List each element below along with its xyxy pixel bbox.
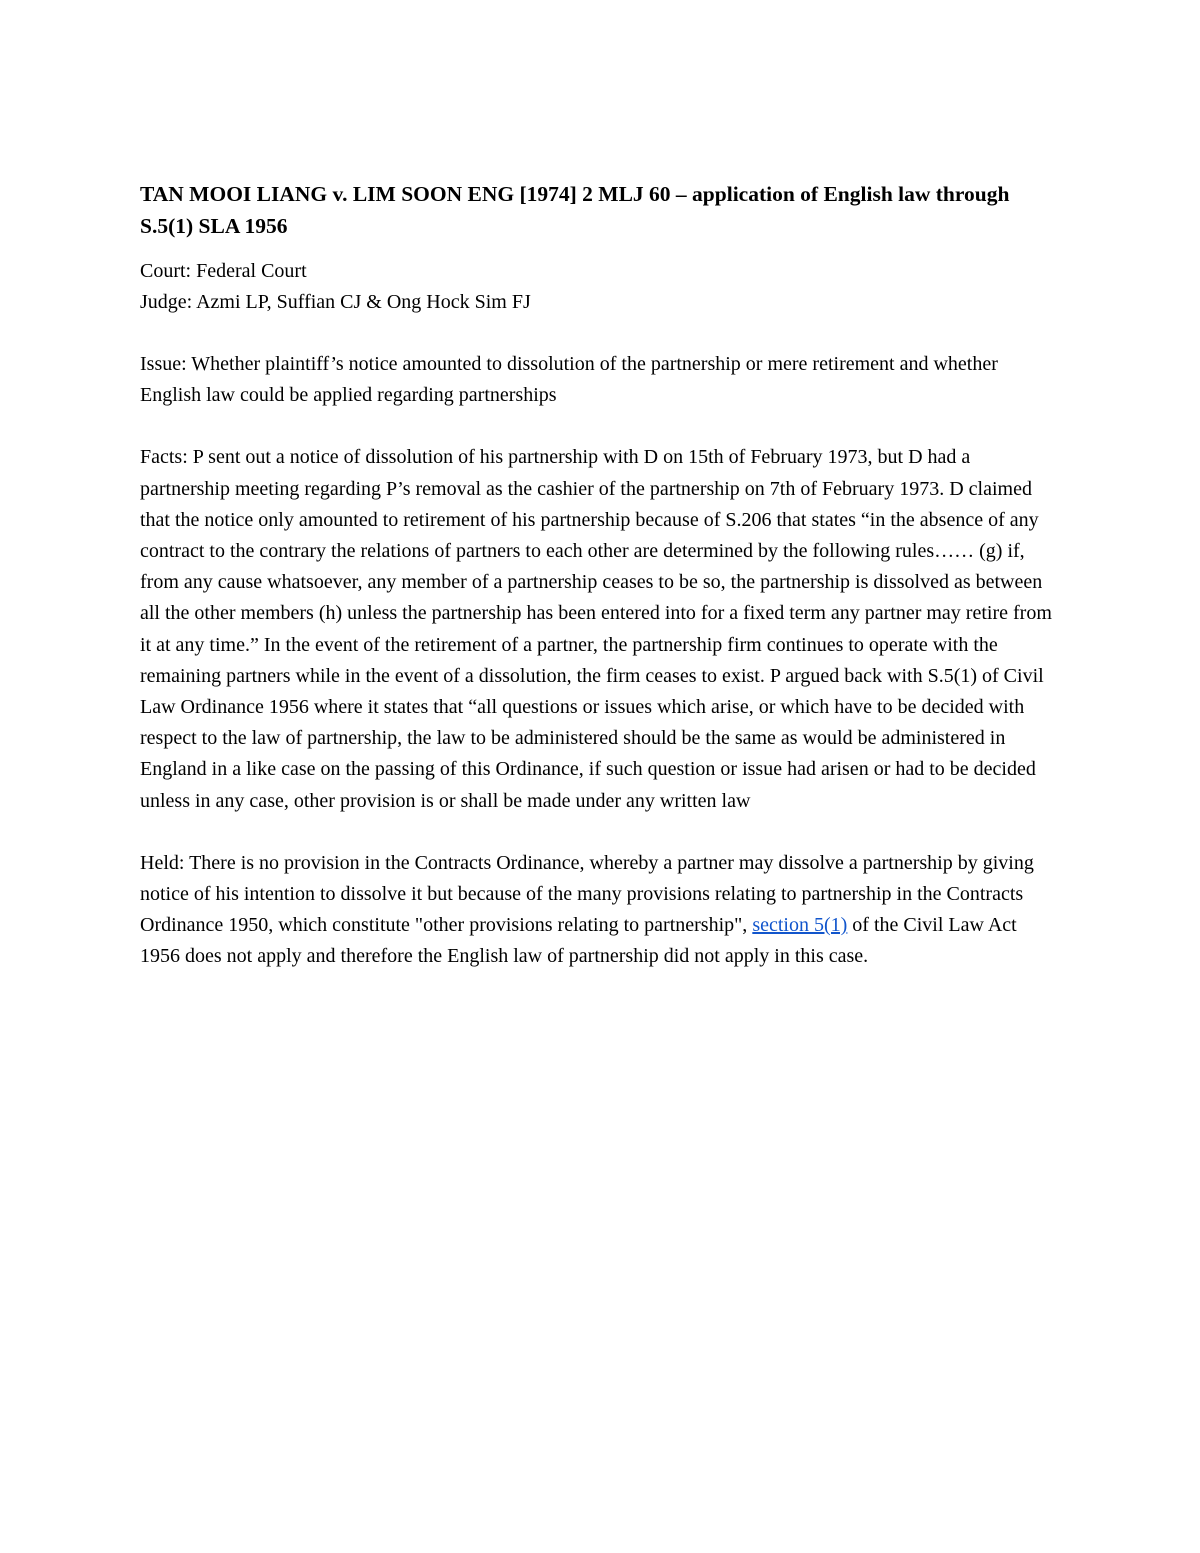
case-title: TAN MOOI LIANG v. LIM SOON ENG [1974] 2 MLJ 60 – application of English law through S.5(1) SLA 1956 (140, 182, 1010, 238)
held-paragraph (140, 848, 1060, 973)
document-page (140, 178, 1060, 973)
held-text-before-link: Held: There is no provision in the Contracts Ordinance, whereby a partner may dissolve a partnership by giving notice of his intention to dissolve it but because of the many provisions relating to partnership in the Contracts Ordinance 1950, which constitute "other provisions relating to partnership", (140, 851, 1034, 937)
held-text-after-link: of the Civil Law Act 1956 does not apply and therefore the English law of partnership did not apply in this case. (140, 914, 1017, 968)
court-line: Court: Federal Court (140, 260, 307, 282)
issue-paragraph: Issue: Whether plaintiff’s notice amounted to dissolution of the partnership or mere retirement and whether English law could be applied regarding partnerships (140, 353, 998, 407)
facts-paragraph: Facts: P sent out a notice of dissolution of his partnership with D on 15th of February 1973, but D had a partnership meeting regarding P’s removal as the cashier of the partnership on 7th of February 1973. D claimed that the notice only amounted to retirement of his partnership because of S.206 that states “in the absence of any contract to the contrary the relations of partners to each other are determined by the following rules…… (g) if, from any cause whatsoever, any member of a partnership ceases to be so, the partnership is dissolved as between all the other members (h) unless the partnership has been entered into for a fixed term any partner may retire from it at any time.” In the event of the retirement of a partner, the partnership firm continues to operate with the remaining partners while in the event of a dissolution, the firm ceases to exist. P argued back with S.5(1) of Civil Law Ordinance 1956 where it states that “all questions or issues which arise, or which have to be decided with respect to the law of partnership, the law to be administered should be the same as would be administered in England in a like case on the passing of this Ordinance, if such question or issue had arisen or had to be decided unless in any case, other provision is or shall be made under any written law (140, 446, 1052, 812)
judge-line: Judge: Azmi LP, Suffian CJ & Ong Hock Sim FJ (140, 291, 531, 313)
section-5-1-link[interactable]: section 5(1) (752, 914, 848, 937)
